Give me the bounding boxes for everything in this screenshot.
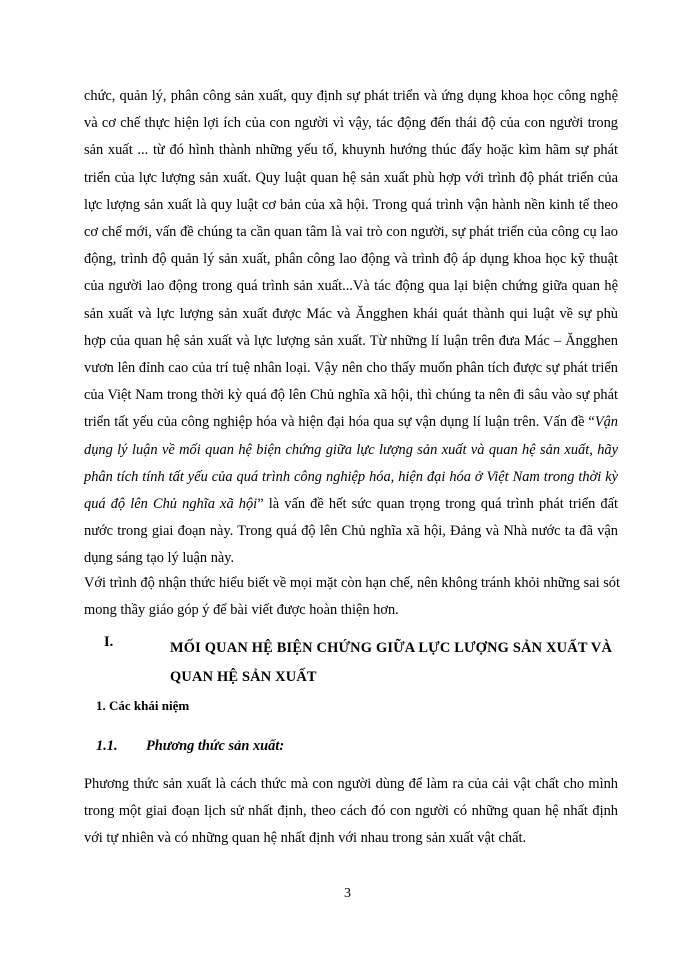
sub-subsection-title: Phương thức sản xuất: bbox=[146, 738, 285, 754]
sub-subsection-number: 1.1. bbox=[96, 738, 118, 754]
section-heading: MỐI QUAN HỆ BIỆN CHỨNG GIỮA LỰC LƯỢNG SẢN XUẤT VÀ QUAN HỆ SẢN XUẤT bbox=[170, 640, 613, 685]
subsection-heading: 1. Các khái niệm bbox=[96, 698, 190, 713]
sub-subsection-heading bbox=[96, 738, 284, 755]
section-number: I. bbox=[104, 634, 114, 650]
quoted-topic: Vận dụng lý luận về mối quan hệ biện chứng giữa lực lượng sản xuất và quan hệ sản xuất, hãy phân tích tính tất yếu của quá trình công nghiệp hóa, hiện đại hóa ở Việt Nam trong thời kỳ quá độ lên Chủ nghĩa xã hội bbox=[84, 414, 618, 513]
body-paragraph-closing: Với trình độ nhận thức hiểu biết về mọi mặt còn hạn chế, nên không tránh khỏi những sai sót mong thầy giáo góp ý để bài viết được hoàn thiện hơn. bbox=[84, 575, 620, 619]
paragraph-text: chức, quản lý, phân công sản xuất, quy định sự phát triển và ứng dụng khoa học công nghệ và cơ chế thực hiện lợi ích của con người vì vậy, tác động đến thái độ của con người trong sản xuất ... từ đó hình thành những yếu tố, khuynh hướng thúc đẩy hoặc kìm hãm sự phát triển của lực lượng sản xuất. Quy luật quan hệ sản xuất phù hợp với trình độ phát triển của lực lượng sản xuất là quy luật cơ bản của xã hội. Trong quá trình vận hành nền kinh tế theo cơ chế mới, vấn đề chúng ta cần quan tâm là vai trò con người, sự phát triển của công cụ lao động, trình độ quản lý sản xuất, phân công lao động và trình độ áp dụng khoa học kỹ thuật của người lao động trong quá trình sản xuất...Và tác động qua lại biện chứng giữa quan hệ sản xuất và lực lượng sản xuất được Mác và Ăngghen khái quát thành qui luật về sự phù hợp của quan hệ sản xuất và lực lượng sản xuất. Từ những lí luận trên đưa Mác – Ăngghen vươn lên đỉnh cao của trí tuệ nhân loại. Vậy nên cho thấy muốn phân tích được sự phát triển của Việt Nam trong thời kỳ quá độ lên Chủ nghĩa xã hội, thì chúng ta nên đi sâu vào sự phát triển tất yếu của công nghiệp hóa và hiện đại hóa qua sự vận dụng lí luận trên. Vấn đề “ bbox=[84, 88, 618, 431]
body-paragraph-definition: Phương thức sản xuất là cách thức mà con người dùng để làm ra của cải vật chất cho mình trong một giai đoạn lịch sử nhất định, theo cách đó con người có những quan hệ nhất định với tự nhiên và có những quan hệ nhất định với nhau trong sản xuất vật chất. bbox=[84, 776, 618, 847]
page-number: 3 bbox=[344, 886, 351, 901]
body-paragraph bbox=[84, 83, 618, 573]
paragraph-text-continued: ” là vấn đề hết sức quan trọng trong quá trình phát triển đất nước trong giai đoạn này. Trong quá độ lên Chủ nghĩa xã hội, Đảng và Nhà nước ta đã vận dụng sáng tạo lý luận này. bbox=[84, 496, 618, 567]
